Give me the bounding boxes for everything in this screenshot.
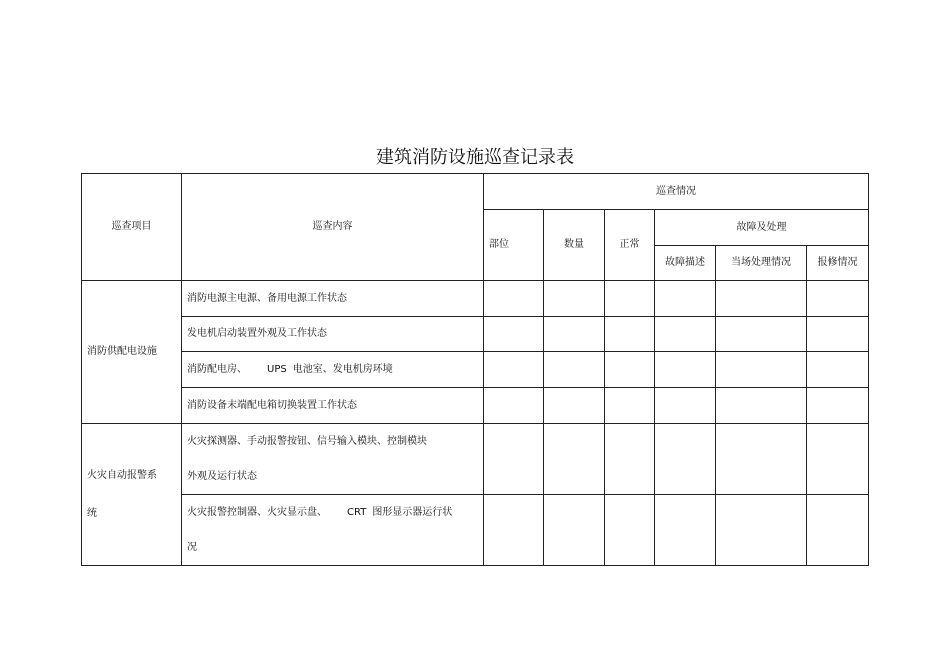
onsite-cell[interactable]	[716, 388, 807, 424]
quantity-cell[interactable]	[544, 424, 605, 495]
location-cell[interactable]	[484, 388, 544, 424]
table-row	[82, 388, 869, 424]
repair-cell[interactable]	[807, 352, 869, 388]
quantity-cell[interactable]	[544, 281, 605, 317]
content-cell	[182, 424, 484, 495]
header-fault-desc: 故障描述	[655, 246, 716, 281]
onsite-cell[interactable]	[716, 281, 807, 317]
category-cell	[82, 424, 182, 566]
content-text-part: 消防配电房、	[187, 363, 247, 375]
location-cell[interactable]	[484, 317, 544, 352]
fault-desc-cell[interactable]	[655, 388, 716, 424]
content-cell: 发电机启动装置外观及工作状态	[182, 317, 484, 352]
header-item: 巡查项目	[82, 174, 182, 281]
repair-cell[interactable]	[807, 495, 869, 566]
location-cell[interactable]	[484, 281, 544, 317]
onsite-cell[interactable]	[716, 317, 807, 352]
repair-cell[interactable]	[807, 388, 869, 424]
content-cell	[182, 352, 484, 388]
page-title: 建筑消防设施巡查记录表	[376, 147, 574, 168]
table-row	[82, 352, 869, 388]
normal-cell[interactable]	[605, 352, 655, 388]
onsite-cell[interactable]	[716, 424, 807, 495]
content-text-part: 火灾报警控制器、火灾显示盘、	[187, 507, 327, 518]
header-row-1	[82, 174, 869, 210]
header-fault-handling: 故障及处理	[655, 210, 869, 246]
table-row	[82, 317, 869, 352]
table-row	[82, 424, 869, 495]
normal-cell[interactable]	[605, 281, 655, 317]
inspection-record-table	[81, 173, 869, 566]
quantity-cell[interactable]	[544, 495, 605, 566]
onsite-cell[interactable]	[716, 495, 807, 566]
table-row	[82, 281, 869, 317]
repair-cell[interactable]	[807, 281, 869, 317]
onsite-cell[interactable]	[716, 352, 807, 388]
category-cell	[82, 281, 182, 424]
header-onsite: 当场处理情况	[716, 246, 807, 281]
quantity-cell[interactable]	[544, 317, 605, 352]
fault-desc-cell[interactable]	[655, 317, 716, 352]
content-line	[187, 495, 479, 530]
content-cell: 消防电源主电源、备用电源工作状态	[182, 281, 484, 317]
fault-desc-cell[interactable]	[655, 352, 716, 388]
fault-desc-cell[interactable]	[655, 281, 716, 317]
location-cell[interactable]	[484, 495, 544, 566]
header-location: 部位	[484, 210, 544, 281]
content-line: 火灾探测器、手动报警按钮、信号输入模块、控制模块	[187, 436, 427, 447]
content-line: 况	[187, 542, 197, 553]
repair-cell[interactable]	[807, 317, 869, 352]
content-cell	[182, 495, 484, 566]
location-cell[interactable]	[484, 424, 544, 495]
header-content: 巡查内容	[182, 174, 484, 281]
category-label: 统	[87, 507, 97, 519]
content-text-part: UPS	[267, 363, 287, 375]
repair-cell[interactable]	[807, 424, 869, 495]
content-text-part: 图形显示器运行状	[372, 507, 453, 518]
category-label: 消防供配电设施	[87, 346, 157, 357]
quantity-cell[interactable]	[544, 388, 605, 424]
normal-cell[interactable]	[605, 495, 655, 566]
content-text-part: 电池室、发电机房环境	[292, 363, 393, 375]
table-row	[82, 495, 869, 566]
quantity-cell[interactable]	[544, 352, 605, 388]
header-repair: 报修情况	[807, 246, 869, 281]
header-normal: 正常	[605, 210, 655, 281]
fault-desc-cell[interactable]	[655, 495, 716, 566]
normal-cell[interactable]	[605, 424, 655, 495]
fault-desc-cell[interactable]	[655, 424, 716, 495]
content-text-part: CRT	[347, 507, 367, 518]
content-line: 外观及运行状态	[187, 471, 257, 482]
location-cell[interactable]	[484, 352, 544, 388]
content-cell: 消防设备末端配电箱切换装置工作状态	[182, 388, 484, 424]
category-label: 火灾自动报警系	[87, 469, 157, 481]
header-situation: 巡查情况	[484, 174, 869, 210]
header-quantity: 数量	[544, 210, 605, 281]
normal-cell[interactable]	[605, 317, 655, 352]
normal-cell[interactable]	[605, 388, 655, 424]
